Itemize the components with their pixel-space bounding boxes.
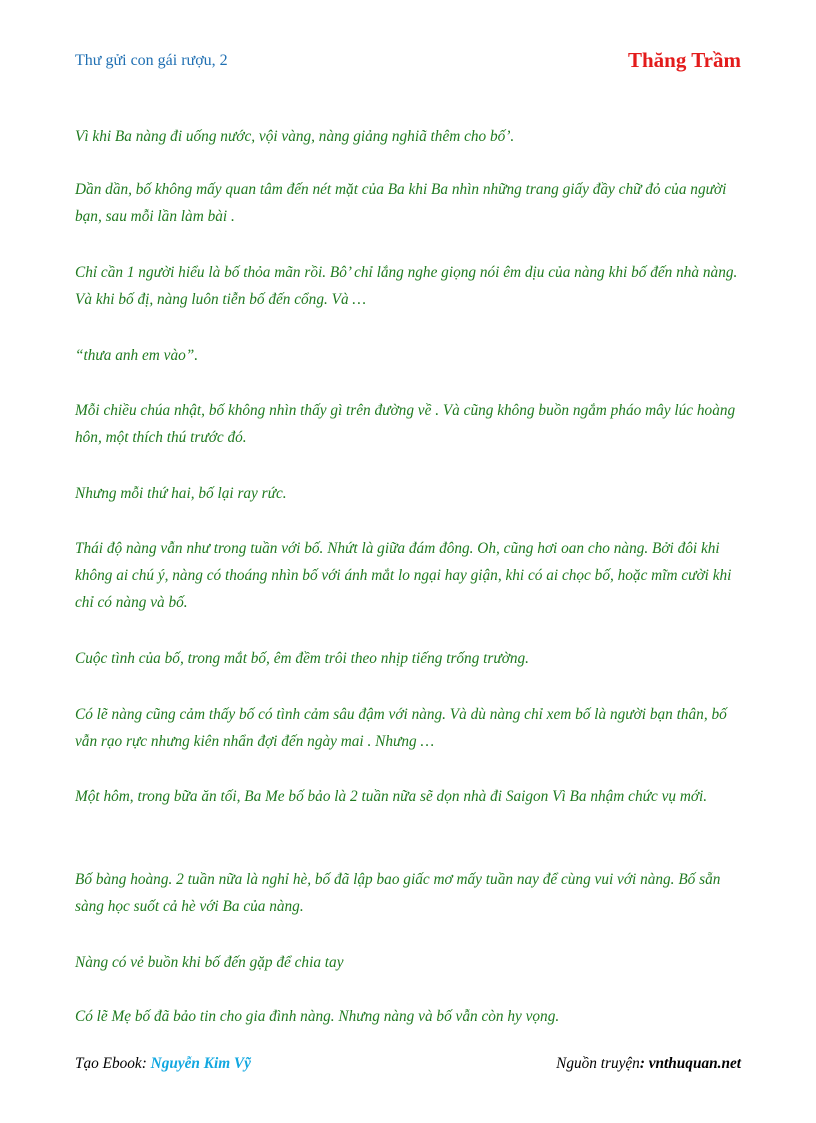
- paragraph-6: Nhưng mỗi thứ hai, bố lại ray rức.: [75, 485, 287, 502]
- paragraph-13: Có lẽ Mẹ bố đã bảo tin cho gia đình nàng. Nhưng nàng và bố vẫn còn hy vọng.: [75, 1008, 560, 1025]
- paragraph-12: Nàng có vẻ buồn khi bố đến gặp để chia tay: [75, 954, 344, 971]
- paragraph-11: Bố bàng hoàng. 2 tuần nữa là nghỉ hè, bố đã lập bao giấc mơ mấy tuần nay để cùng vui với nàng. Bố sẵn sàng học suốt cả hè với Ba của nàng.: [75, 871, 721, 915]
- footer-ebook-credit: [75, 1055, 251, 1073]
- footer-ebook-label: Tạo Ebook: [75, 1055, 142, 1072]
- footer-source-separator: :: [639, 1055, 649, 1072]
- paragraph-9: Có lẽ nàng cũng cảm thấy bố có tình cảm sâu đậm với nàng. Và dù nàng chỉ xem bố là người bạn thân, bố vẫn rạo rực nhưng kiên nhẩn đợi đến ngày mai . Nhưng …: [75, 706, 727, 750]
- paragraph-7: Thái độ nàng vẫn như trong tuần với bố. Nhứt là giữa đám đông. Oh, cũng hơi oan cho nàng. Bởi đôi khi không ai chú ý, nàng có thoáng nhìn bố với ánh mắt lo ngại hay giận, khi có ai chọc bố, hoặc mĩm cười khi chỉ có nàng và bố.: [75, 540, 732, 611]
- footer-source-label: Nguồn truyện: [556, 1055, 640, 1072]
- footer-author: Nguyễn Kim Vỹ: [150, 1055, 251, 1072]
- paragraph-8: Cuộc tình của bố, trong mắt bố, êm đềm trôi theo nhịp tiếng trống trường.: [75, 650, 529, 667]
- paragraph-4: “thưa anh em vào”.: [75, 347, 199, 364]
- footer-ebook-separator: :: [141, 1055, 151, 1072]
- header-book-title: Thư gửi con gái rượu, 2: [75, 52, 228, 69]
- header-author-name: Thăng Trầm: [628, 48, 741, 72]
- footer-source-site: vnthuquan.net: [648, 1055, 741, 1072]
- paragraph-1: Vì khi Ba nàng đi uống nước, vội vàng, nàng giảng nghiã thêm cho bố’.: [75, 128, 515, 145]
- paragraph-10: Một hôm, trong bữa ăn tối, Ba Me bố bảo là 2 tuần nữa sẽ dọn nhà đi Saigon Vì Ba nhậm chức vụ mới.: [75, 788, 708, 805]
- footer-source-credit: [556, 1055, 741, 1073]
- paragraph-2: Dần dần, bố không mấy quan tâm đến nét mặt của Ba khi Ba nhìn những trang giấy đầy chữ đỏ của người bạn, sau mỗi lần làm bài .: [75, 181, 727, 225]
- paragraph-3: Chỉ cần 1 người hiểu là bố thỏa mãn rồi. Bô’ chỉ lắng nghe giọng nói êm dịu của nàng khi bố đến nhà nàng. Và khi bố đị, nàng luôn tiễn bố đến cổng. Và …: [75, 264, 738, 308]
- paragraph-5: Mỗi chiều chúa nhật, bố không nhìn thấy gì trên đường về . Và cũng không buồn ngắm pháo mây lúc hoàng hôn, một thích thú trước đó.: [75, 402, 736, 446]
